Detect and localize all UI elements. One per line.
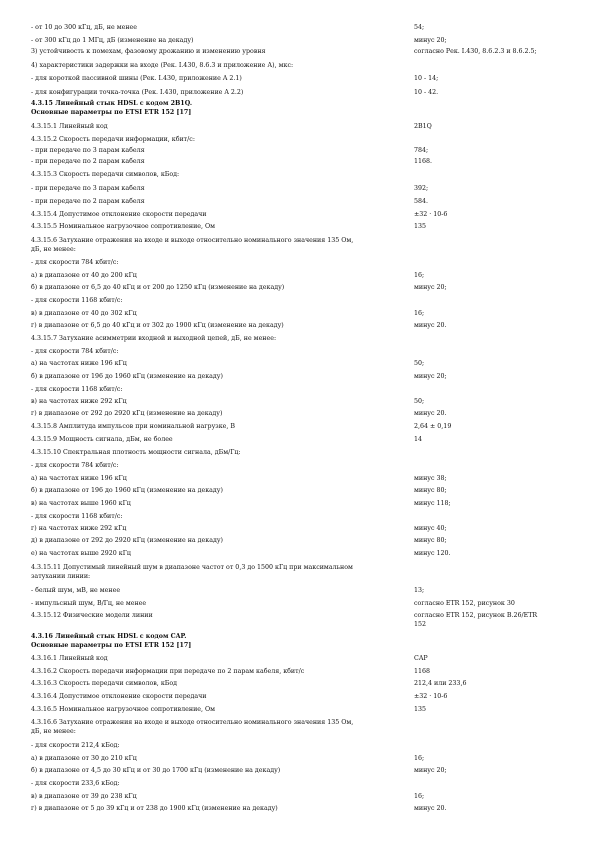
document-page: - от 10 до 300 кГц, дБ, не менее 54; - от 300 кГц до 1 МГц, дБ (изменение на декаду) минус 20; 3) устойчивость к помехам, фазовому дрожанию и изменению уровня согласно Рек. I.430, 8.6.2.3 и 8.6.2.5; 4) характеристики задержки на входе (Рек. I.430, 8.6.3 и приложение А), мкс: - для короткой пассивной шины (Рек. I.430, приложение A 2.1) 10 - 14; - для конфигурации точка-точка (Рек. I.430, приложение A 2.2) 10 - 42. 4.3.15 Линейный стык HDSL с кодом 2B1Q. Основные параметры по ETSI ETR 152 [17] 4.3.15.1 Линейный код 2B1Q 4.3.15.2 Скорость передачи информации, кбит/с: - при передаче по 3 парам кабеля 784; - при передаче по 2 парам кабеля 1168. 4.3.15.3 Скорость передачи символов, кБод: - при передаче по 3 парам кабеля 392; - при передаче по 2 парам кабеля 584. 4.3.15.4 Допустимое отклонение скорости передачи ±32 · 10-6 4.3.15.5 Номинальное нагрузочное сопротивление, Ом 135 4.3.15.6 Затухание отражения на входе и выходе относительно номинального значения 135 Ом, дБ, не менее: - для скорости 784 кбит/с: а) в диапазоне от 40 до 200 кГц 16; б) в диапазоне от 6,5 до 40 кГц и от 200 до 1250 кГц (изменение на декаду) минус 20; - для скорости 1168 кбит/с: в) в диапазоне от 40 до 302 кГц 16; г) в диапазоне от 6,5 до 40 кГц и от 302 до 1900 кГц (изменение на декаду) минус 20. 4.3.15.7 Затухание асимметрии входной и выходной цепей, дБ, не менее: - для скорости 784 кбит/с: а) на частотах ниже 196 кГц 50; б) в диапазоне от 196 до 1960 кГц (изменение на декаду) минус 20; - для скорости 1168 кбит/с: в) на частотах ниже 292 кГц 50; г) в диапазоне от 292 до 2920 кГц (изменение на декаду) минус 20. 4.3.15.8 Амплитуда импульсов при номинальной нагрузке, В 2,64 ± 0,19 4.3.15.9 Мощность сигнала, дБм, не более 14 4.3.15.10 Спектральная плотность мощности сигнала, дБм/Гц: - для скорости 784 кбит/с: а) на частотах ниже 196 кГц минус 38; б) в диапазоне от 196 до 1960 кГц (изменение на декаду) минус 80; в) на частотах выше 1960 кГц минус 118; - для скорости 1168 кбит/с: г) на частотах ниже 292 кГц минус 40; д) в диапазоне от 292 до 2920 кГц (изменение на декаду) минус 80; е) на частотах выше 2920 кГц минус 120. 4.3.15.11 Допустимый линейный шум в диапазоне частот от 0,3 до 1500 кГц при максимальном затухании линии: - белый шум, мВ, не менее 13; - импульсный шум, В/Гц, не менее согласно ETR 152, рисунок 30 4.3.15.12 Физические модели линии согласно ETR 152, рисунок B.26/ETR 152 4.3.16 Линейный стык HDSL с кодом CAP. Основные параметры по ETSI ETR 152 [17] 4.3.16.1 Линейный код CAP 4.3.16.2 Скорость передачи информации при передаче по 2 парам кабеля, кбит/с 1168 4.3.16.3 Скорость передачи символов, кБод 212,4 или 233,6 4.3.16.4 Допустимое отклонение скорости передачи ±32 · 10-6 4.3.16.5 Номинальное нагрузочное сопротивление, Ом 135 4.3.16.6 Затухание отражения на входе и выходе относительно номинального значения 135 Ом, дБ, не менее: - для скорости 212,4 кБод: а) в диапазоне от 30 до 210 кГц 16; б) в диапазоне от 4,5 до 30 кГц и от 30 до 1700 кГц (изменение на декаду) минус 20; - для скорости 233,6 кБод: в) в диапазоне от 39 до 238 кГц 16; г) в диапазоне от 5 до 39 кГц и от 238 до 1900 кГц (изменение на декаду) минус 20.	[31, 24, 538, 812]
